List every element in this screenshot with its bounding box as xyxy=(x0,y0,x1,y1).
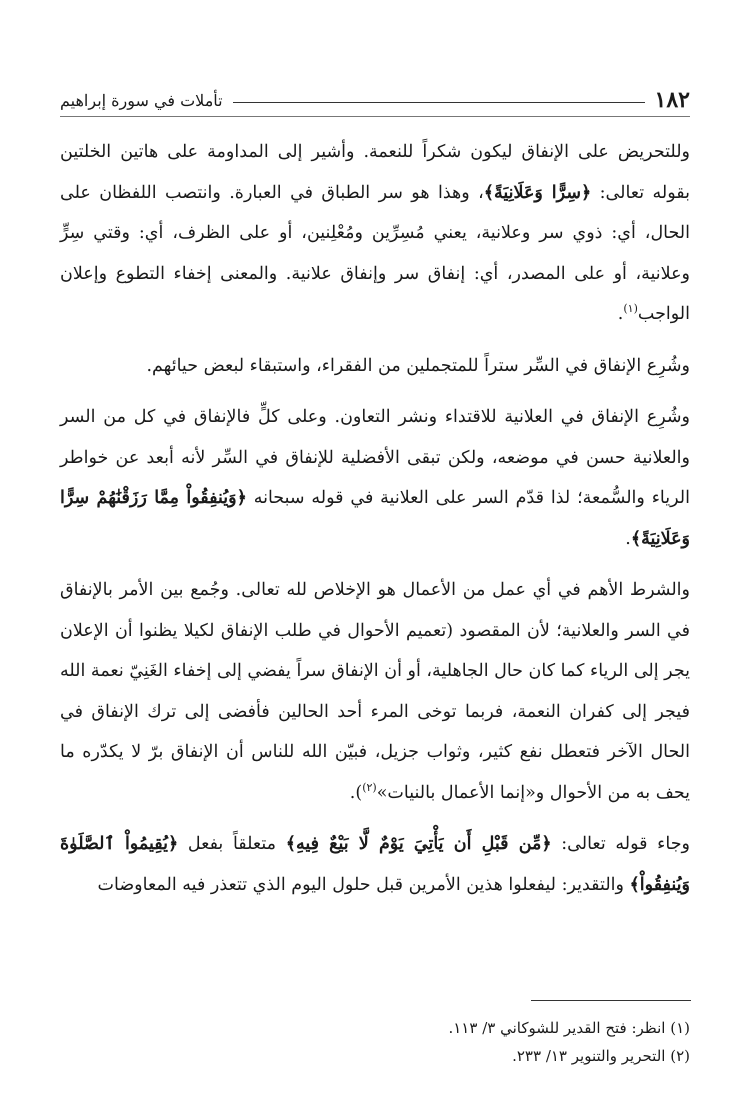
quran-verse: ﴿وَيُنفِقُواْ مِمَّا رَزَقْنَٰهُمْ سِرًّا وَعَلَانِيَةً﴾ xyxy=(60,488,690,549)
text-segment: والشرط الأهم في أي عمل من الأعمال هو الإخلاص لله تعالى. وجُمع بين الأمر بالإنفاق في السر والعلانية؛ لأن المقصود (تعميم الأحوال في طلب الإنفاق لكيلا يظنوا أن الإعلان يجر إلى الرياء كما كان حال الجاهلية، أو أن الإنفاق سراً يفضي إلى إخفاء الغَنِيّ نعمة الله فيجر إلى كفران النعمة، فربما توخى المرء أحد الحالين فأفضى إلى ترك الإنفاق في الحال الآخر فتعطل نفع كثير، وثواب جزيل، فبيّن الله للناس أن الإنفاق برّ لا يكدّره ما يحف به من الأحوال و«إنما الأعمال بالنيات» xyxy=(60,580,690,803)
text-segment: وشُرِع الإنفاق في السِّر ستراً للمتجملين من الفقراء، واستبقاء لبعض حيائهم. xyxy=(146,355,690,376)
text-segment: . xyxy=(625,528,631,549)
footnote-marker: (٢) xyxy=(362,780,377,794)
footnote-2: (٢) التحرير والتنوير ١٣/ ٢٣٣. xyxy=(512,1047,690,1065)
text-segment: وللتحريض على الإنفاق ليكون شكراً للنعمة. وأشير إلى المداومة على هاتين الخلتين بقوله تعالى: xyxy=(60,142,690,203)
text-segment: وشُرِع الإنفاق في العلانية للاقتداء ونشر التعاون. وعلى كلٍّ فالإنفاق في كل من السر والعلانية حسن في موضعه، ولكن تبقى الأفضلية للإنفاق في السِّر لأنه أبعد عن خواطر الرياء والسُّمعة؛ لذا قدّم السر على العلانية في قوله سبحانه xyxy=(60,407,690,508)
body-text xyxy=(60,132,690,905)
paragraph-3 xyxy=(60,397,690,559)
header-rule xyxy=(233,102,645,103)
text-segment: وجاء قوله تعالى: xyxy=(551,834,690,854)
quran-verse: ﴿مِّن قَبْلِ أَن يَأْتِيَ يَوْمٌ لَّا بَيْعٌ فِيهِ﴾ xyxy=(285,834,552,854)
page-number: ١٨٢ xyxy=(654,87,690,113)
quran-verse: ﴿يُقِيمُواْ ٱلصَّلَوٰةَ وَيُنفِقُواْ﴾ xyxy=(60,834,690,895)
text-segment: ، وهذا هو سر الطباق في العبارة. وانتصب اللفظان على الحال، أي: ذوي سر وعلانية، يعني مُسِرِّين ومُعْلِنين، أو على الظرف، أي: وقتي سِرٍّ وعلانية، أو على المصدر، أي: إنفاق سر وإنفاق علانية. والمعنى إخفاء التطوع وإعلان الواجب xyxy=(60,182,690,324)
paragraph-1 xyxy=(60,132,690,335)
quran-verse: ﴿سِرًّا وَعَلَانِيَةً﴾ xyxy=(483,182,592,203)
running-header xyxy=(60,84,690,117)
footnote-1: (١) انظر: فتح القدير للشوكاني ٣/ ١١٣. xyxy=(448,1019,690,1037)
book-title: تأملات في سورة إبراهيم xyxy=(60,90,223,110)
footnote-separator xyxy=(531,1000,691,1001)
footnotes xyxy=(60,1014,690,1070)
footnote-marker: (١) xyxy=(623,302,638,316)
text-segment: والتقدير: ليفعلوا هذين الأمرين قبل حلول اليوم الذي تتعذر فيه المعاوضات xyxy=(97,874,630,895)
text-segment: متعلقاً بفعل xyxy=(178,834,286,854)
paragraph-2 xyxy=(60,346,690,387)
text-segment: ). xyxy=(349,782,363,803)
text-segment: . xyxy=(617,304,624,324)
paragraph-5 xyxy=(60,824,690,905)
paragraph-4 xyxy=(60,570,690,813)
